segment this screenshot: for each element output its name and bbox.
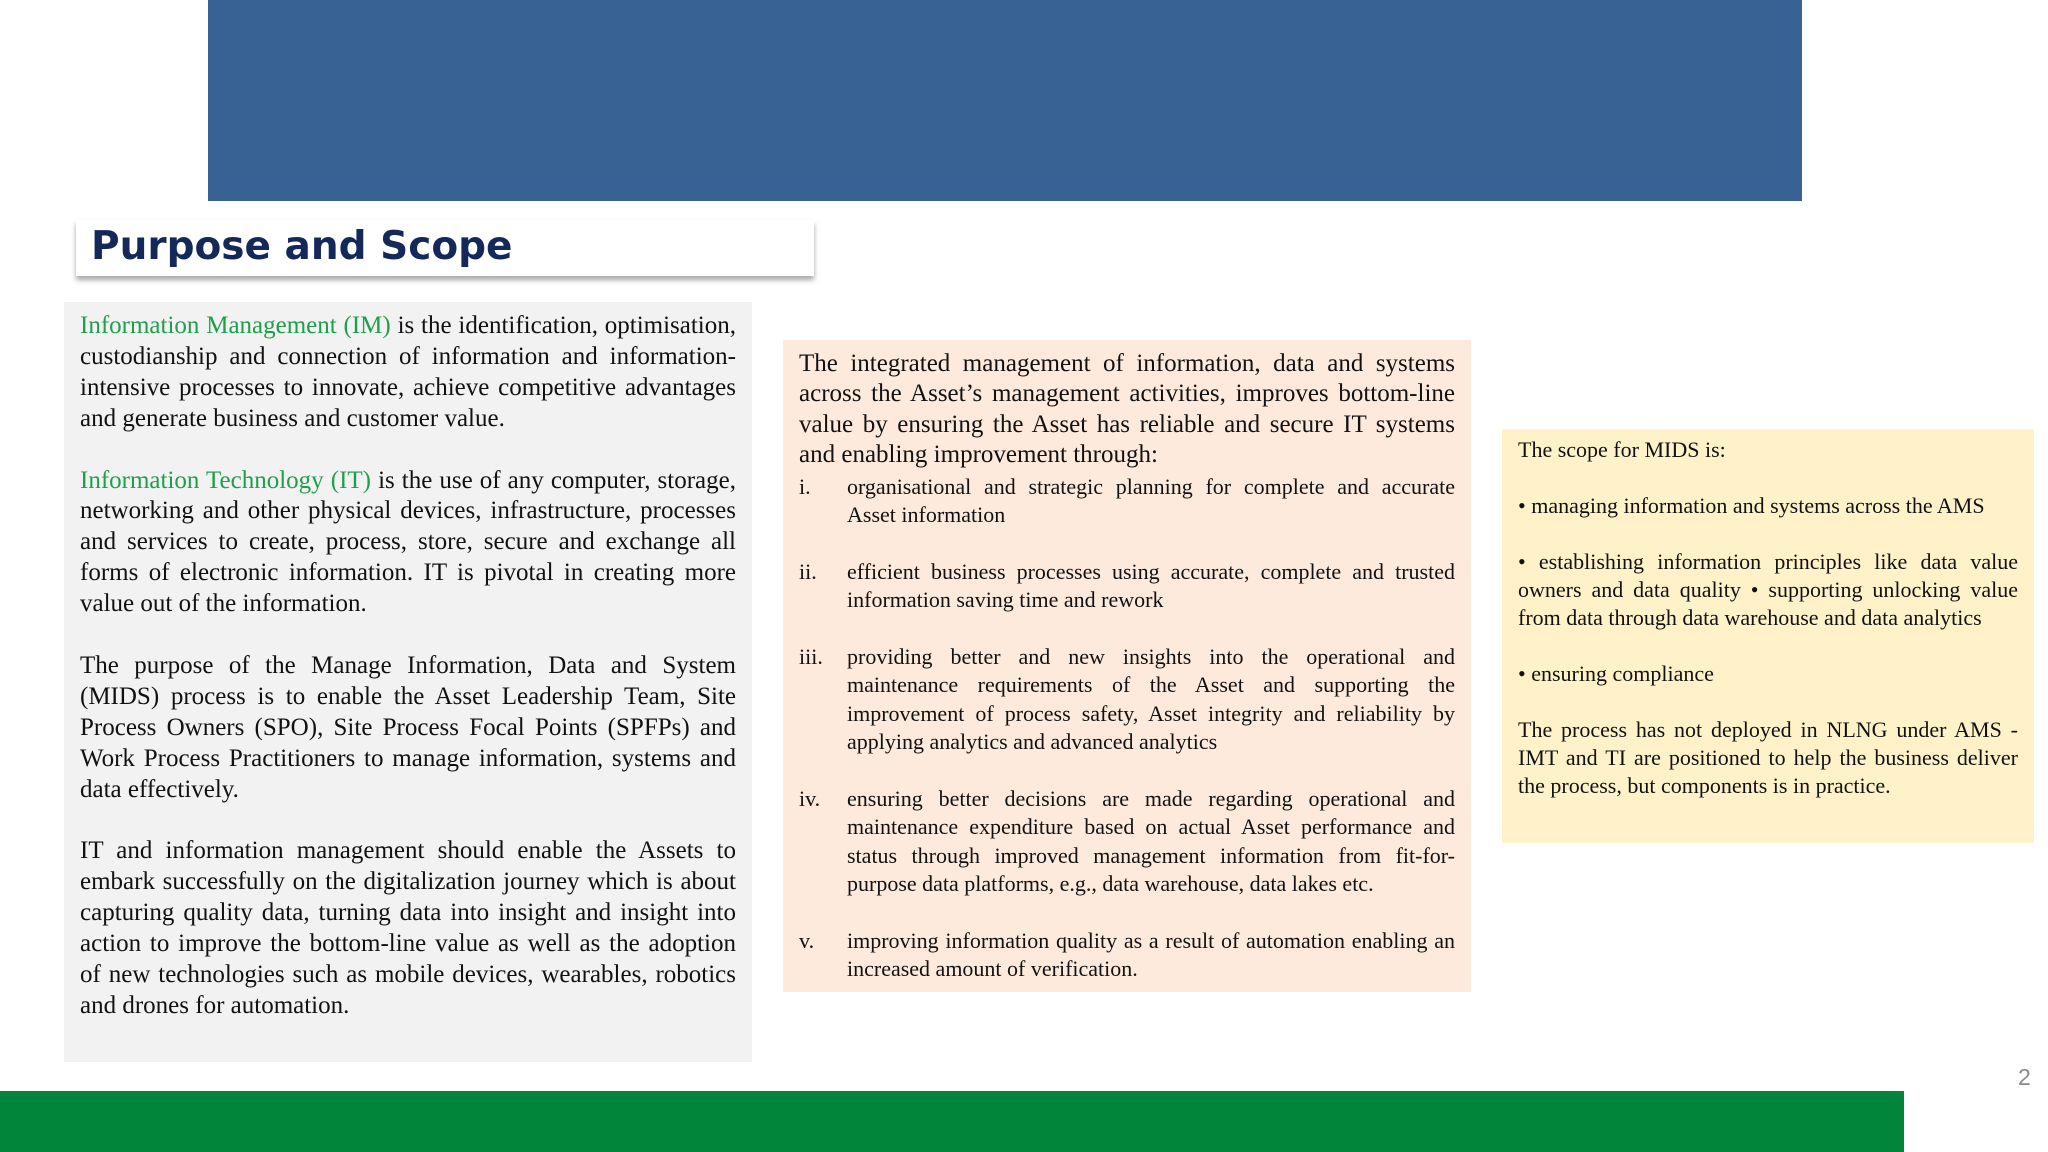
list-item-number: ii.	[799, 558, 817, 584]
list-item	[799, 643, 1455, 757]
top-banner	[208, 0, 1802, 201]
benefits-panel	[783, 340, 1471, 992]
title-box	[76, 220, 814, 276]
purpose-paragraph: The purpose of the Manage Information, Data and System (MIDS) process is to enable the Asset Leadership Team, Site Process Owners (SPO), Site Process Focal Points (SPFPs) and Work Process Practitioners to manage information, systems and data effectively.	[80, 651, 736, 803]
list-item-text: improving information quality as a result of automation enabling an increased amount of verification.	[847, 927, 1455, 982]
it-text: is the use of any computer, storage, networking and other physical devices, infrastructure, processes and services to create, process, store, secure and exchange all forms of electronic information. IT is pivotal in creating more value out of the information.	[80, 466, 736, 618]
it-definition	[80, 466, 736, 621]
scope-bullet-compliance: • ensuring compliance	[1518, 661, 1714, 686]
page-title: Purpose and Scope	[91, 224, 513, 269]
scope-heading: The scope for MIDS is:	[1518, 437, 1726, 462]
list-item	[799, 785, 1455, 899]
list-item-text: organisational and strategic planning for complete and accurate Asset information	[847, 473, 1455, 528]
list-item	[799, 473, 1455, 530]
benefits-list	[799, 473, 1455, 984]
list-item	[799, 927, 1455, 984]
definitions-panel	[64, 302, 752, 1062]
list-item-text: efficient business processes using accurate, complete and trusted information saving time and rework	[847, 558, 1455, 613]
it-term: Information Technology (IT)	[80, 466, 371, 494]
list-item-number: iii.	[799, 643, 823, 669]
digitalization-paragraph: IT and information management should enable the Assets to embark successfully on the digitalization journey which is about capturing quality data, turning data into insight and insight into action to improve the bottom-line value as well as the adoption of new technologies such as mobile devices, wearables, robotics and drones for automation.	[80, 837, 736, 1019]
im-text: is the identification, optimisation, custodianship and connection of information and information-intensive processes to innovate, achieve competitive advantages and generate business and customer value.	[80, 312, 736, 432]
im-definition	[80, 311, 736, 435]
benefits-intro: The integrated management of information, data and systems across the Asset’s management activities, improves bottom-line value by ensuring the Asset has reliable and secure IT systems and enabling improvement through:	[799, 350, 1455, 469]
list-item-number: iv.	[799, 785, 821, 811]
footer-bar	[0, 1091, 1904, 1152]
list-item-number: i.	[799, 473, 811, 499]
list-item	[799, 558, 1455, 615]
list-item-number: v.	[799, 927, 815, 953]
scope-panel	[1502, 429, 2034, 843]
scope-bullet-principles: • establishing information principles like data value owners and data quality • supporting unlocking value from data through data warehouse and data analytics	[1518, 549, 2018, 630]
page-number: 2	[2018, 1064, 2031, 1090]
scope-bullet-ams: • managing information and systems across the AMS	[1518, 493, 1985, 518]
list-item-text: ensuring better decisions are made regarding operational and maintenance expenditure based on actual Asset performance and status through improved management information from fit-for-purpose data platforms, e.g., data warehouse, data lakes etc.	[847, 785, 1455, 897]
im-term: Information Management (IM)	[80, 312, 391, 339]
list-item-text: providing better and new insights into the operational and maintenance requirements of the Asset and supporting the improvement of process safety, Asset integrity and reliability by applying analytics and advanced analytics	[847, 643, 1455, 755]
deployment-note: The process has not deployed in NLNG under AMS - IMT and TI are positioned to help the business deliver the process, but components is in practice.	[1518, 717, 2018, 798]
